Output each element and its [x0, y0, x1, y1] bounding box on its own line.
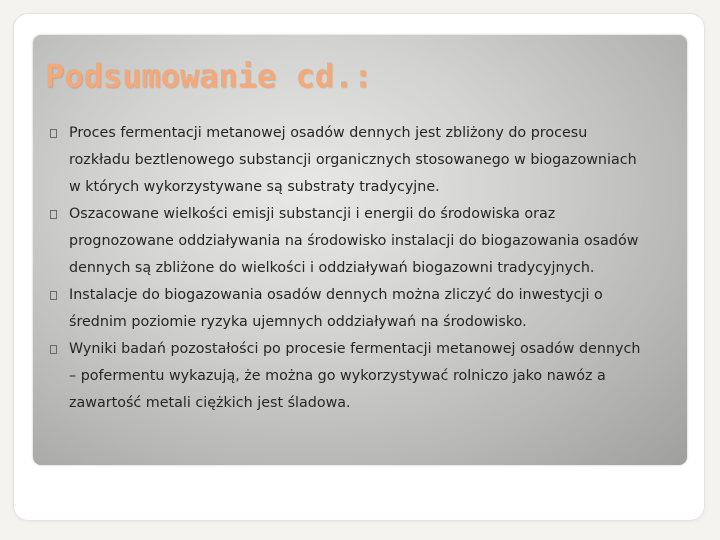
bullet-line: Oszacowane wielkości emisji substancji i energii do środowiska oraz	[69, 206, 556, 222]
bullet-line: średnim poziomie ryzyka ujemnych oddziaływań na środowisko.	[69, 314, 527, 330]
slide-title: Podsumowanie cd.:	[45, 57, 373, 95]
hollow-square-bullet-icon	[50, 129, 57, 138]
bullet-item	[50, 120, 675, 201]
bullet-line: dennych są zbliżone do wielkości i oddziaływań biogazowni tradycyjnych.	[69, 260, 595, 276]
hollow-square-bullet-icon	[50, 345, 57, 354]
bullet-line: prognozowane oddziaływania na środowisko instalacji do biogazowania osadów	[69, 233, 639, 249]
bullet-item	[50, 336, 675, 417]
hollow-square-bullet-icon	[50, 291, 57, 300]
hollow-square-bullet-icon	[50, 210, 57, 219]
bullet-item	[50, 201, 675, 282]
bullet-line: zawartość metali ciężkich jest śladowa.	[69, 395, 351, 411]
bullet-list	[50, 120, 675, 417]
bullet-item	[50, 282, 675, 336]
bullet-line: Instalacje do biogazowania osadów dennych można zliczyć do inwestycji o	[69, 287, 603, 303]
bullet-line: Proces fermentacji metanowej osadów dennych jest zbliżony do procesu	[69, 125, 588, 141]
bullet-line: w których wykorzystywane są substraty tradycyjne.	[69, 179, 440, 195]
bullet-line: Wyniki badań pozostałości po procesie fermentacji metanowej osadów dennych	[69, 341, 641, 357]
bullet-line: – pofermentu wykazują, że można go wykorzystywać rolniczo jako nawóz a	[69, 368, 606, 384]
bullet-line: rozkładu beztlenowego substancji organicznych stosowanego w biogazowniach	[69, 152, 637, 168]
